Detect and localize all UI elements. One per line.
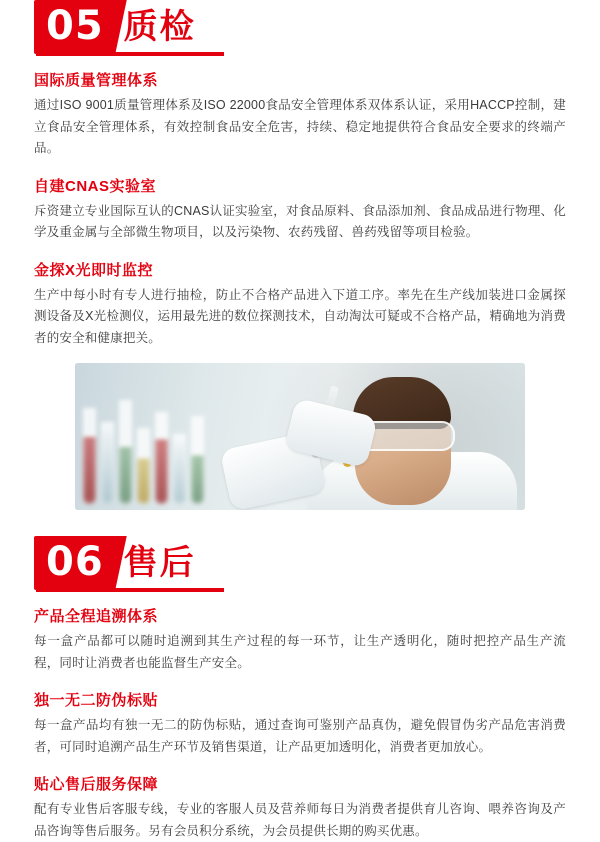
block-body: 生产中每小时有专人进行抽检，防止不合格产品进入下道工序。率先在生产线加装进口金属探测设备及X光检测仪，运用最先进的数位探测技术，自动淘汰可疑或不合格产品，精确地为消费者的安全和健康把关。 — [34, 287, 566, 345]
block-heading: 产品全程追溯体系 — [34, 608, 159, 625]
block-heading: 自建CNAS实验室 — [34, 177, 157, 195]
content-block — [34, 260, 566, 350]
section-spacer — [34, 510, 566, 536]
block-body: 斥资建立专业国际互认的CNAS认证实验室，对食品原料、食品添加剂、食品成品进行物理、化学及重金属与全部微生物项目，以及污染物、农药残留、兽药残留等项目检验。 — [34, 203, 566, 239]
content-block — [34, 606, 566, 674]
section-number-badge: 05 — [34, 0, 114, 54]
test-tube-rack-icon — [75, 363, 225, 510]
block-body: 每一盒产品均有独一无二的防伪标贴，通过查询可鉴别产品真伪，避免假冒伪劣产品危害消费者，可同时追溯产品生产环节及销售渠道，让产品更加透明化，消费者更加放心。 — [34, 718, 566, 754]
block-heading: 独一无二防伪标贴 — [34, 692, 159, 709]
section-header-06 — [34, 536, 566, 590]
lab-photo-background — [75, 363, 525, 510]
block-heading: 国际质量管理体系 — [34, 72, 159, 89]
section-title: 质检 — [123, 8, 196, 46]
section-number-badge: 06 — [34, 536, 114, 590]
content-block — [34, 176, 566, 244]
section-title: 售后 — [123, 544, 196, 582]
content-block — [34, 774, 566, 842]
block-body: 每一盒产品都可以随时追溯到其生产过程的每一环节，让生产透明化，随时把控产品生产流程，同时让消费者也能监督生产安全。 — [34, 634, 566, 670]
block-body: 通过ISO 9001质量管理体系及ISO 22000食品安全管理体系双体系认证，采用HACCP控制，建立食品安全管理体系，有效控制食品安全危害，持续、稳定地提供符合食品安全要求的终端产品。 — [34, 98, 566, 155]
content-block — [34, 690, 566, 758]
lab-photo — [75, 363, 525, 510]
block-body: 配有专业售后客服专线，专业的客服人员及营养师每日为消费者提供育儿咨询、喂养咨询及产品咨询等售后服务。另有会员积分系统，为会员提供长期的购买优惠。 — [34, 802, 566, 838]
block-heading: 贴心售后服务保障 — [34, 776, 159, 793]
content-block — [34, 70, 566, 160]
section-header-05 — [34, 0, 566, 54]
block-heading: 金探X光即时监控 — [34, 261, 154, 279]
